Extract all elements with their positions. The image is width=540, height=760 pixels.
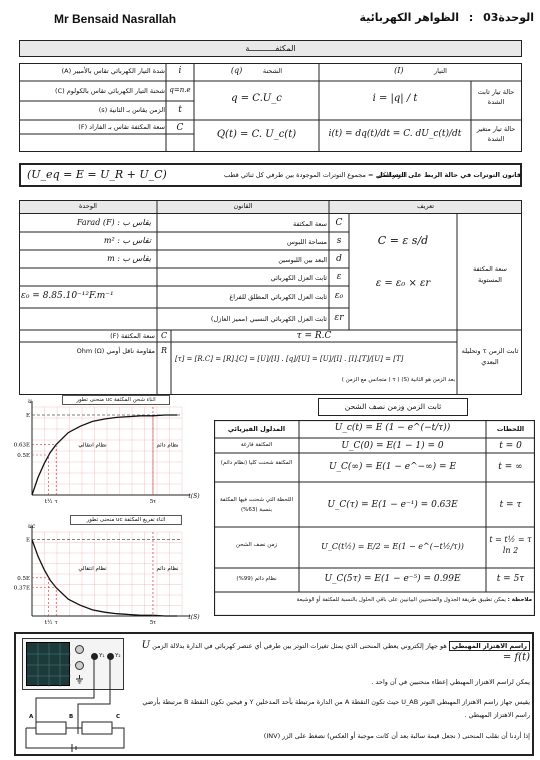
h-def: تعريف (416, 202, 435, 210)
capacitor-title-bar (19, 40, 522, 57)
desc-eps0: ثابت العزل الكهربائي المطلق للفراغ (229, 293, 327, 301)
h-meaning: المدلول الفيزيائي (227, 425, 286, 433)
steady-region-label: نظام دائم (156, 565, 179, 572)
sym-C: C (176, 123, 184, 133)
sym-eps: ε (336, 272, 342, 282)
node-c-label: C (116, 714, 121, 720)
moment-t0: t = 0 (499, 441, 522, 451)
unit-eps0: ε₀ = 8.85.10⁻¹²F.m⁻¹ (21, 291, 114, 301)
node-a-label: A (29, 714, 34, 720)
permittivity-formula: ε = ε₀ × εr (375, 278, 431, 289)
y1-label: Y₁ (99, 653, 105, 659)
capacitor-title: المكثفـــــــــــة (245, 44, 296, 53)
h-q: (q) (230, 66, 243, 75)
row-capacitance-unit: سعة المكثفة تقاس بـ الفاراد (F) (78, 123, 165, 131)
moment-thalf: t = t½ = τ ln 2 (489, 535, 532, 555)
charging-chart (10, 395, 210, 510)
scope-formula: U = f(t) (141, 640, 530, 663)
desc-eps: ثابت العزل الكهربائي (270, 274, 327, 282)
unit-colon: : (468, 11, 474, 24)
desc-d: البعد بين اللبوسين (278, 256, 327, 264)
x-tick-label: 5τ (149, 499, 157, 505)
meaning-99: نظام دائم (99%) (236, 576, 277, 582)
tau-formula: τ = R.C (296, 331, 332, 341)
h-I: (I) (394, 66, 404, 75)
desc-s: مساحة اللبوس (286, 238, 327, 246)
discharging-chart-title: منحنى تطور uc اثناء تفريغ المكثفة (70, 515, 182, 525)
x-tick-label: τ (54, 620, 58, 626)
x-axis-label: t(S) (188, 614, 200, 621)
node-b-label: B (69, 714, 74, 720)
x-tick-label: 5τ (149, 620, 157, 626)
series-law-title: قانون التوترات في حالة الربط على التسلسل (376, 171, 521, 179)
sym-epsr: εr (334, 313, 344, 323)
author-name: Mr Bensaid Nasrallah (54, 12, 177, 26)
note-label: ملاحظة : (507, 597, 532, 603)
formula-t5tau: U_C(5τ) = E(1 − e⁻⁵) = 0.99E (324, 574, 461, 584)
current-charge-table (19, 63, 522, 152)
h-law: القانون (233, 202, 253, 210)
x-tick-label: τ (54, 499, 58, 505)
x-tick-label: t½ (44, 499, 53, 505)
desc-epsr: ثابت العزل الكهربائي النسبي (مميز العازل) (210, 315, 327, 323)
r-sym: R (160, 346, 168, 355)
i-const-formula: i = |q| / t (372, 93, 418, 104)
y-tick-label: E (25, 413, 30, 419)
time-constant-title (318, 398, 468, 416)
q-const-formula: q = C.U_c (231, 93, 282, 104)
desc-C: سعة المكثفة (292, 220, 327, 228)
discharging-chart (10, 512, 210, 630)
unit-number: الوحدة03 (483, 11, 534, 24)
h-charge-label: الشحنة (262, 67, 283, 75)
note-text: يمكن تطبيق طريقة الجدول والمنحنيين البيانيين على باقي الحلول بالنسبة للمكثفة أو الوشيعة (296, 597, 506, 603)
header (10, 6, 534, 32)
plane-capacitor-label: سعة المكثفة المستوية (472, 265, 507, 284)
dimensional-formula: [τ] = [R.C] = [R].[C] = [U]/[I] . [q]/[U] = [U]/[I] . [I].[T]/[U] = [T] (175, 355, 404, 363)
q-var-formula: Q(t) = C. U_c(t) (216, 129, 297, 140)
sym-q: q=n.e (169, 86, 191, 94)
formula-thalf: U_C(t½) = E/2 = E(1 − e^(−t½/τ)) (321, 542, 464, 551)
sym-eps0: ε₀ (334, 291, 344, 301)
row-time-unit: الزمن يقاس بـ الثانية (s) (98, 106, 165, 114)
steady-region-label: نظام دائم (156, 442, 179, 449)
sym-i: i (178, 66, 182, 76)
transient-region-label: نظام انتقالي (78, 565, 107, 572)
var-current-label: حالة تيار متغير الشدة (476, 125, 516, 143)
h-uc-formula: U_c(t) = E (1 − e^(−t/τ)) (334, 423, 451, 433)
y-tick-label: 0.5E (17, 575, 30, 582)
scope-bullet-1: يمكن لراسم الاهتزاز المهبطي إعطاء منحنيين في آن واحد . (371, 678, 530, 686)
series-line (32, 540, 177, 616)
sym-C2: C (335, 218, 343, 228)
moment-t5tau: t = 5τ (496, 574, 525, 584)
y-tick-label: 0.63E (13, 442, 30, 449)
y-axis-label: u (28, 398, 32, 405)
discharging-chart-svg (10, 512, 210, 630)
scope-bullet-2: يقيس جهاز راسم الاهتزاز المهبطي التوتر U_AB حيث تكون النقطة A من الدارة مرتبطة بأحد المدخلين Y و فيحين تكون النقطة B مرتبطة بأرضي راسم الاهتزاز المهبطي . (142, 698, 530, 719)
unit-d: m : يقاس ب (107, 254, 151, 263)
time-constant-title-text: ثابت الزمن وزمن نصف الشحن (344, 402, 442, 411)
h-moments: اللحظات (496, 425, 525, 433)
formula-ttau: U_C(τ) = E(1 − e⁻¹) = 0.63E (327, 500, 458, 510)
formula-tinf: U_C(∞) = E(1 − e^−∞) = E (328, 462, 457, 472)
series-law-formula: (U_eq = E = U_R + U_C) (27, 168, 167, 181)
y-axis-label: uc (28, 523, 36, 530)
const-current-label: حالة تيار ثابت الشدة (477, 88, 515, 106)
row-current-unit: شدة التيار الكهربائي تقاس بالأمبير (A) (61, 67, 165, 75)
x-tick-label: t½ (44, 620, 53, 626)
charging-chart-svg (10, 395, 210, 510)
scope-bullet-3: إذا أردنا أن نقلب المنحنى ( نجعل قيمة سالبة بعد أن كانت موجبة أو العكس) نضغط على الزر (INV) (263, 732, 530, 740)
sym-s: s (336, 236, 342, 246)
unit-s: m² : تقاس ب (103, 236, 151, 245)
tau-sym-C: C (160, 331, 168, 340)
h-current-label: التيار (434, 67, 447, 75)
scope-wiring (16, 634, 136, 756)
unit-C: Farad (F) : يقاس ب (76, 218, 151, 227)
meaning-empty: المكثفة فارغة (240, 442, 273, 448)
charging-chart-title: منحنى تطور uc اثناء شحن المكثفة (62, 395, 170, 405)
meaning-half: زمن نصف الشحن (235, 542, 278, 548)
h-unit: الوحدة (79, 202, 97, 210)
unit-title (359, 11, 534, 24)
chart-grid (32, 532, 182, 616)
formula-t0: U_C(0) = E(1 − 1) = 0 (341, 441, 444, 451)
capacitance-formula: C = ε s/d (377, 234, 429, 247)
x-axis-label: t(S) (188, 493, 200, 500)
unit-name: الظواهر الكهربائية (359, 11, 460, 24)
tau-definition: ثابت الزمن τ وتحليله البعدي (461, 347, 519, 366)
charging-moments-table (214, 420, 535, 616)
transient-region-label: نظام انتقالي (78, 442, 107, 449)
moment-tinf: t = ∞ (498, 462, 523, 472)
capacitance-table (19, 200, 522, 395)
series-line (32, 415, 177, 495)
scope-title: راسم الاهتزاز المهبطي (449, 641, 530, 651)
moment-ttau: t = τ (499, 500, 522, 510)
series-law-box (19, 163, 522, 187)
oscilloscope-section (14, 632, 534, 756)
dimension-note: بعد الزمن هو الثانية (S) ( τ ) متجانس مع الزمن ) (341, 377, 455, 383)
h-charge (194, 66, 319, 75)
meaning-63: اللحظة التي شحنت فيها المكثفة بنسبة (63%) (219, 497, 293, 513)
scope-description: هو جهاز إلكتروني يعطي المنحنى الذي يمثل تغيرات التوتر بين طرفي أي عنصر كهربائي في الدارة بدلالة الزمن (152, 642, 447, 650)
row-charge-unit: شحنة التيار الكهربائي تقاس بالكولوم (C) (55, 87, 165, 95)
i-var-formula: i(t) = dq(t)/dt = C. dU_c(t)/dt (328, 129, 462, 139)
y-tick-label: 0.5E (17, 453, 30, 459)
chart-grid (32, 407, 182, 495)
y-tick-label: E (25, 537, 30, 544)
table3-note (216, 597, 532, 603)
sym-d: d (336, 254, 342, 264)
scope-definition (136, 640, 530, 664)
y2-label: Y₂ (115, 653, 121, 659)
series-law-text: التوتر الكلي = مجموع التوترات الموجودة بين طرفي كل ثنائي قطب (223, 171, 407, 179)
meaning-full: المكثفة شحنت كليا (نظام دائم) (220, 460, 293, 466)
y-tick-label: 0.37E (13, 585, 30, 592)
sym-t: t (178, 105, 182, 115)
tau-unit: سعة المكثفة (F) (110, 332, 155, 340)
ohm-unit: مقاومة ناقل أومي (Ω) Ohm (76, 347, 155, 355)
h-current (319, 66, 522, 75)
